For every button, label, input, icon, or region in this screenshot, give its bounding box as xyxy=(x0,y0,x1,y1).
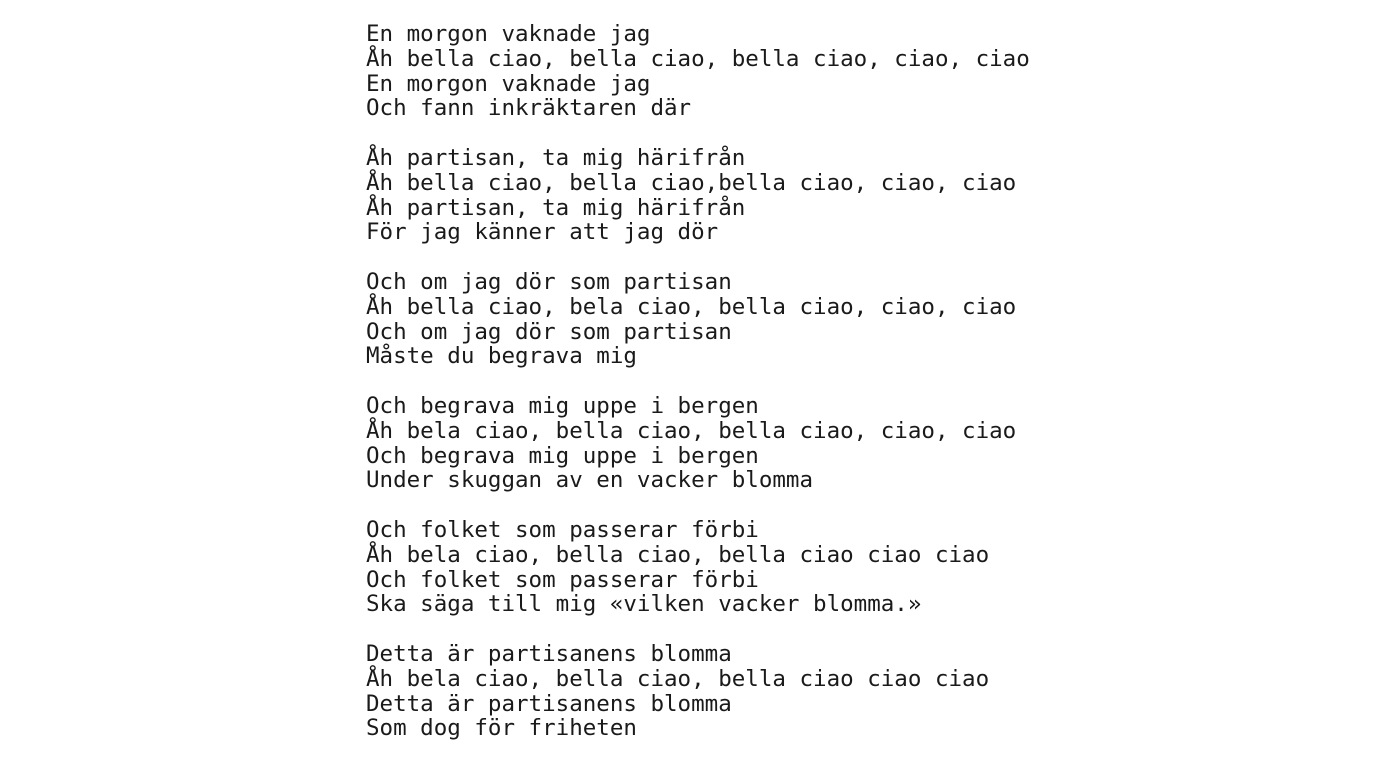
lyrics-text xyxy=(366,22,1030,741)
lyric-line: Åh bella ciao, bela ciao, bella ciao, ciao, ciao xyxy=(366,293,1017,320)
lyric-line: Och fann inkräktaren där xyxy=(366,95,692,122)
lyric-line: Åh bela ciao, bella ciao, bella ciao ciao ciao xyxy=(366,665,990,692)
lyric-line: För jag känner att jag dör xyxy=(366,219,719,246)
stanza xyxy=(366,518,1030,617)
lyric-line: Åh bela ciao, bella ciao, bella ciao ciao ciao xyxy=(366,541,990,568)
lyric-line: Och begrava mig uppe i bergen xyxy=(366,442,759,469)
lyric-line: Och folket som passerar förbi xyxy=(366,566,759,593)
lyric-line: Åh partisan, ta mig härifrån xyxy=(366,144,746,171)
lyric-line: Som dog för friheten xyxy=(366,715,637,742)
lyric-line: Måste du begrava mig xyxy=(366,343,637,370)
lyric-line: Åh bella ciao, bella ciao, bella ciao, ciao, ciao xyxy=(366,45,1030,72)
lyric-line: Och begrava mig uppe i bergen xyxy=(366,392,759,419)
lyric-line: Detta är partisanens blomma xyxy=(366,690,732,717)
stanza xyxy=(366,146,1030,245)
lyric-line: Under skuggan av en vacker blomma xyxy=(366,467,814,494)
stanza xyxy=(366,394,1030,493)
stanza xyxy=(366,642,1030,741)
lyric-line: Och folket som passerar förbi xyxy=(366,516,759,543)
lyric-line: Och om jag dör som partisan xyxy=(366,318,732,345)
lyric-line: Ska säga till mig «vilken vacker blomma.» xyxy=(366,591,922,618)
lyric-line: En morgon vaknade jag xyxy=(366,70,651,97)
lyric-line: Åh bella ciao, bella ciao,bella ciao, ciao, ciao xyxy=(366,169,1017,196)
lyric-line: En morgon vaknade jag xyxy=(366,21,651,47)
stanza xyxy=(366,22,1030,121)
lyric-line: Åh bela ciao, bella ciao, bella ciao, ciao, ciao xyxy=(366,417,1017,444)
lyric-line: Detta är partisanens blomma xyxy=(366,640,732,667)
lyric-line: Och om jag dör som partisan xyxy=(366,268,732,295)
lyric-line: Åh partisan, ta mig härifrån xyxy=(366,194,746,221)
stanza xyxy=(366,270,1030,369)
